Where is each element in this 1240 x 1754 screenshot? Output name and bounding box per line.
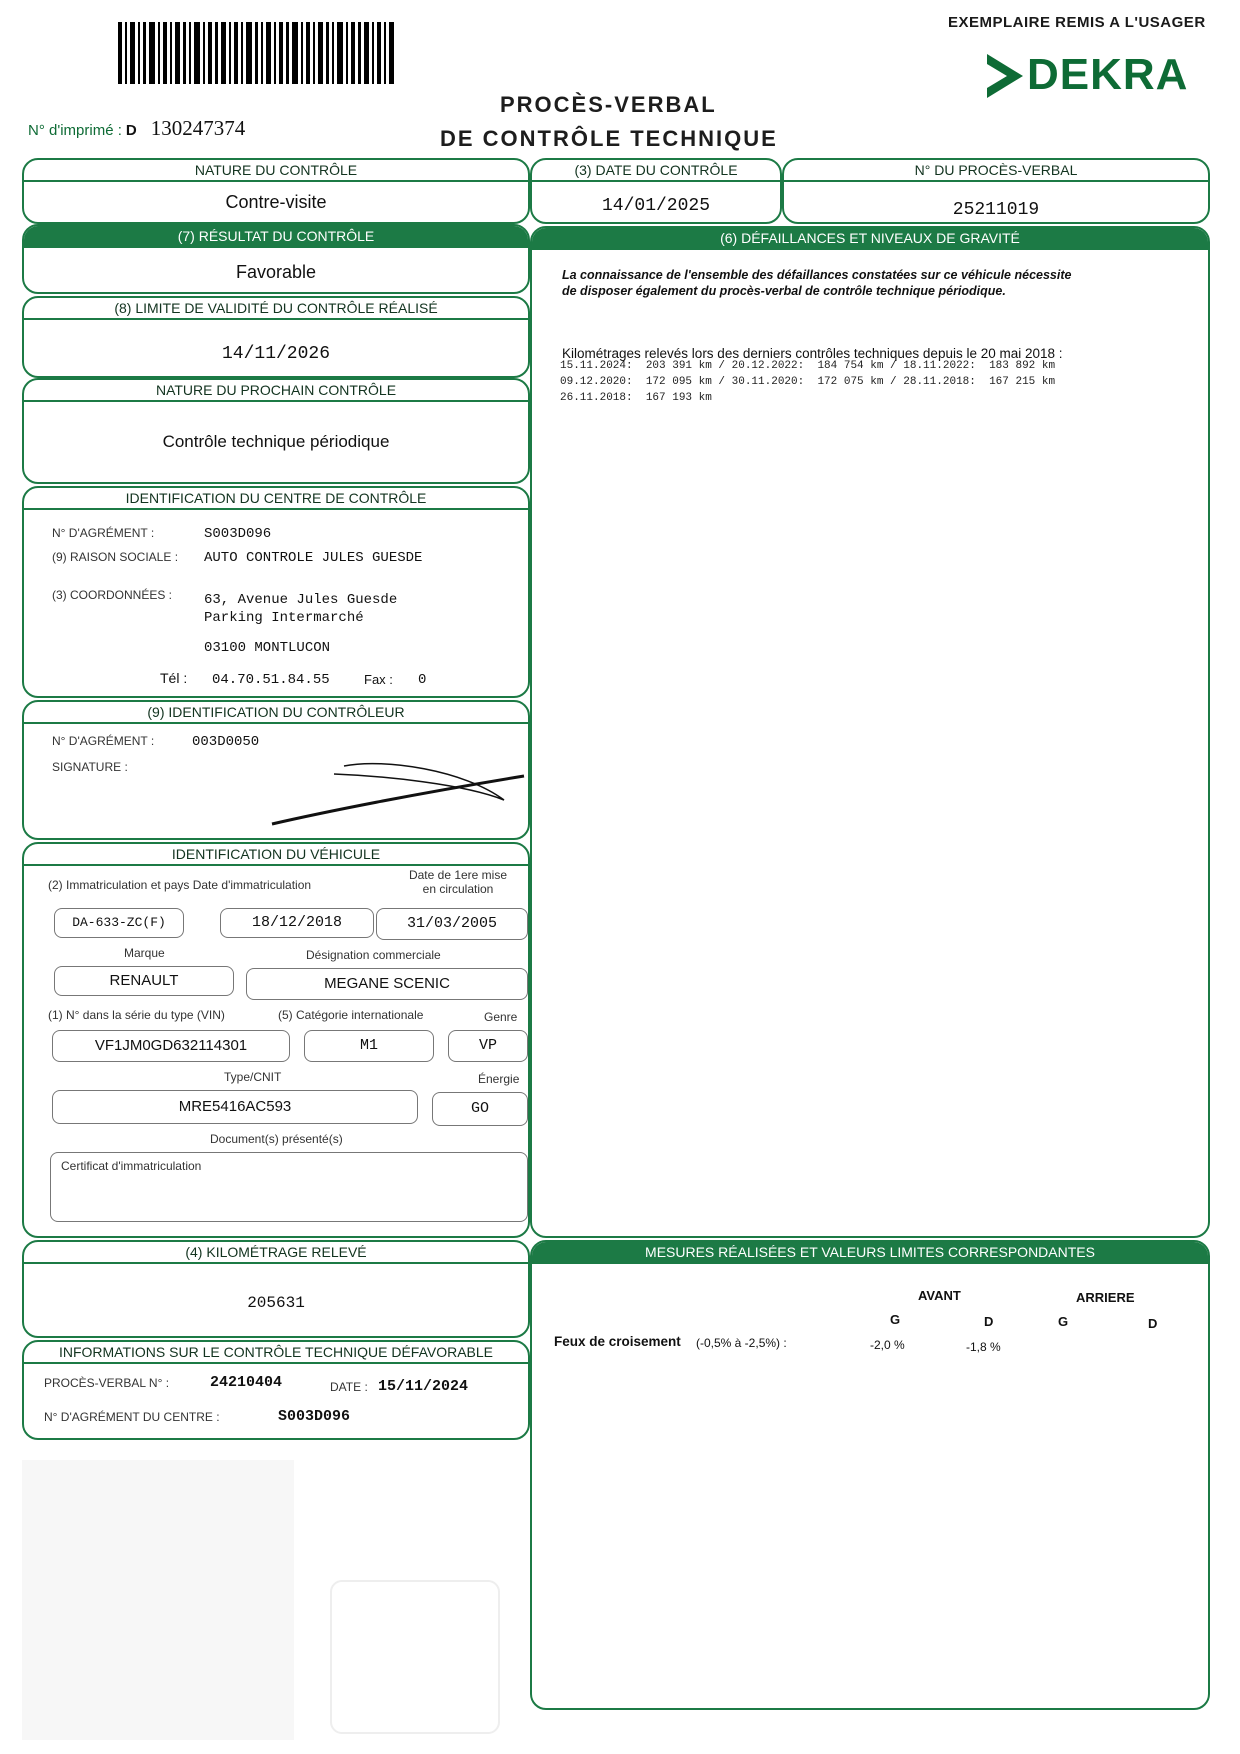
type-label: Type/CNIT [224, 1070, 282, 1084]
energie-label: Énergie [478, 1072, 520, 1086]
barcode-icon [118, 22, 398, 84]
centre-box [22, 486, 530, 698]
vin-label: (1) N° dans la série du type (VIN) [48, 1008, 225, 1022]
signature-mark [264, 754, 534, 834]
mesures-avant-g: G [890, 1312, 901, 1327]
pv-value: 25211019 [952, 200, 1040, 220]
dekra-logo-icon [985, 52, 1025, 100]
controleur-agrement: 003D0050 [192, 734, 260, 750]
defavorable-agrement: S003D096 [278, 1408, 351, 1425]
centre-coord-label: (3) COORDONNÉES : [52, 588, 173, 602]
categorie-label: (5) Catégorie internationale [278, 1008, 424, 1022]
prochain-value: Contrôle technique périodique [162, 432, 390, 451]
mesures-arriere-g: G [1058, 1314, 1069, 1329]
immat-value: DA-633-ZC(F) [54, 908, 184, 938]
mesures-header: MESURES RÉALISÉES ET VALEURS LIMITES CORRESPONDANTES [532, 1242, 1208, 1264]
documents-box [50, 1152, 528, 1222]
centre-fax: 0 [418, 672, 427, 688]
exemplaire-label: EXEMPLAIRE REMIS A L'USAGER [948, 14, 1206, 31]
mesures-avant-d: D [984, 1314, 994, 1329]
resultat-box [22, 224, 530, 294]
centre-fax-label: Fax : [364, 672, 393, 687]
print-number-label: N° d'imprimé : [28, 122, 122, 139]
feux-d-value: -1,8 % [966, 1340, 1001, 1354]
resultat-value: Favorable [235, 262, 317, 282]
mesures-box [530, 1240, 1210, 1710]
defaillances-header: (6) DÉFAILLANCES ET NIVEAUX DE GRAVITÉ [532, 228, 1208, 250]
centre-addr1: 63, Avenue Jules Guesde [204, 592, 398, 608]
date-header: (3) DATE DU CONTRÔLE [532, 160, 780, 182]
centre-agrement-label: N° D'AGRÉMENT : [52, 526, 155, 540]
categorie-value: M1 [304, 1030, 434, 1062]
limite-box [22, 296, 530, 378]
limite-header: (8) LIMITE DE VALIDITÉ DU CONTRÔLE RÉALISÉ [24, 298, 528, 320]
date-immat-value: 18/12/2018 [220, 908, 374, 938]
nature-box [22, 158, 530, 224]
controleur-agrement-label: N° D'AGRÉMENT : [52, 734, 155, 748]
immat-label: (2) Immatriculation et pays Date d'immatriculation [48, 878, 312, 892]
feux-label: Feux de croisement [554, 1334, 681, 1349]
print-letter: D [125, 122, 137, 139]
pv-box [782, 158, 1210, 224]
date-value: 14/01/2025 [601, 196, 711, 216]
premiere-label-1: Date de 1ere mise [408, 868, 508, 882]
dekra-logo [985, 48, 1205, 108]
vin-value: VF1JM0GD632114301 [52, 1030, 290, 1062]
premiere-label-2: en circulation [422, 882, 494, 896]
defavorable-pv-label: PROCÈS-VERBAL N° : [44, 1376, 170, 1390]
print-number [28, 116, 245, 141]
prochain-box [22, 378, 530, 484]
km-history-line2: 09.12.2020: 172 095 km / 30.11.2020: 172 075 km / 28.11.2018: 167 215 km [560, 376, 1056, 388]
centre-tel-label: Tél : [160, 670, 188, 686]
nature-header: NATURE DU CONTRÔLE [24, 160, 528, 182]
print-number-value: 130247374 [150, 116, 246, 140]
mesures-avant-label: AVANT [918, 1288, 961, 1303]
genre-label: Genre [484, 1010, 518, 1024]
feux-range: (-0,5% à -2,5%) : [696, 1336, 787, 1350]
controleur-box [22, 700, 530, 840]
defavorable-agrement-label: N° D'AGRÉMENT DU CENTRE : [44, 1410, 220, 1424]
prochain-header: NATURE DU PROCHAIN CONTRÔLE [24, 380, 528, 402]
kilometrage-box [22, 1240, 530, 1338]
defavorable-header: INFORMATIONS SUR LE CONTRÔLE TECHNIQUE DÉFAVORABLE [24, 1342, 528, 1364]
type-value: MRE5416AC593 [52, 1090, 418, 1124]
kilometrage-header: (4) KILOMÉTRAGE RELEVÉ [24, 1242, 528, 1264]
mesures-arriere-d: D [1148, 1316, 1158, 1331]
documents-label: Document(s) présenté(s) [210, 1132, 343, 1146]
page-title-line2: DE CONTRÔLE TECHNIQUE [440, 126, 778, 151]
document-value: Certificat d'immatriculation [61, 1159, 202, 1173]
genre-value: VP [448, 1030, 528, 1062]
blank-frame [330, 1580, 500, 1734]
km-history-line1: 15.11.2024: 203 391 km / 20.12.2022: 184 754 km / 18.11.2022: 183 892 km [560, 360, 1056, 372]
kilometrage-value: 205631 [247, 1294, 305, 1312]
resultat-header: (7) RÉSULTAT DU CONTRÔLE [24, 226, 528, 248]
centre-addr3: 03100 MONTLUCON [204, 640, 331, 656]
marque-value: RENAULT [54, 966, 234, 996]
signature-label: SIGNATURE : [52, 760, 128, 774]
defaillances-notice-1: La connaissance de l'ensemble des défaillances constatées sur ce véhicule nécessite [562, 268, 1072, 282]
marque-label: Marque [124, 946, 165, 960]
mesures-arriere-label: ARRIERE [1076, 1290, 1135, 1305]
defavorable-date-label: DATE : [330, 1380, 368, 1394]
date-box [530, 158, 782, 224]
vehicule-header: IDENTIFICATION DU VÉHICULE [24, 844, 528, 866]
defavorable-pv: 24210404 [210, 1374, 283, 1391]
brand-name: DEKRA [1027, 50, 1189, 99]
defavorable-date: 15/11/2024 [378, 1378, 469, 1395]
pv-header: N° DU PROCÈS-VERBAL [784, 160, 1208, 182]
feux-g-value: -2,0 % [870, 1338, 905, 1352]
nature-value: Contre-visite [225, 192, 327, 212]
date-premiere-value: 31/03/2005 [376, 908, 528, 940]
vehicule-box [22, 842, 530, 1238]
centre-agrement: S003D096 [204, 526, 272, 542]
limite-value: 14/11/2026 [221, 344, 331, 364]
blank-area [22, 1460, 294, 1740]
centre-tel: 04.70.51.84.55 [212, 672, 330, 688]
km-intro: Kilométrages relevés lors des derniers contrôles techniques depuis le 20 mai 2018 : [562, 346, 1063, 361]
centre-raison-label: (9) RAISON SOCIALE : [52, 550, 179, 564]
centre-raison: AUTO CONTROLE JULES GUESDE [204, 550, 423, 566]
centre-addr2: Parking Intermarché [204, 610, 364, 626]
km-history-line3: 26.11.2018: 167 193 km [560, 392, 712, 404]
designation-value: MEGANE SCENIC [246, 968, 528, 1000]
centre-header: IDENTIFICATION DU CENTRE DE CONTRÔLE [24, 488, 528, 510]
defavorable-box [22, 1340, 530, 1440]
energie-value: GO [432, 1092, 528, 1126]
page-title-line1: PROCÈS-VERBAL [500, 92, 717, 117]
defaillances-notice-2: de disposer également du procès-verbal de contrôle technique périodique. [562, 284, 1006, 298]
designation-label: Désignation commerciale [306, 948, 441, 962]
controleur-header: (9) IDENTIFICATION DU CONTRÔLEUR [24, 702, 528, 724]
